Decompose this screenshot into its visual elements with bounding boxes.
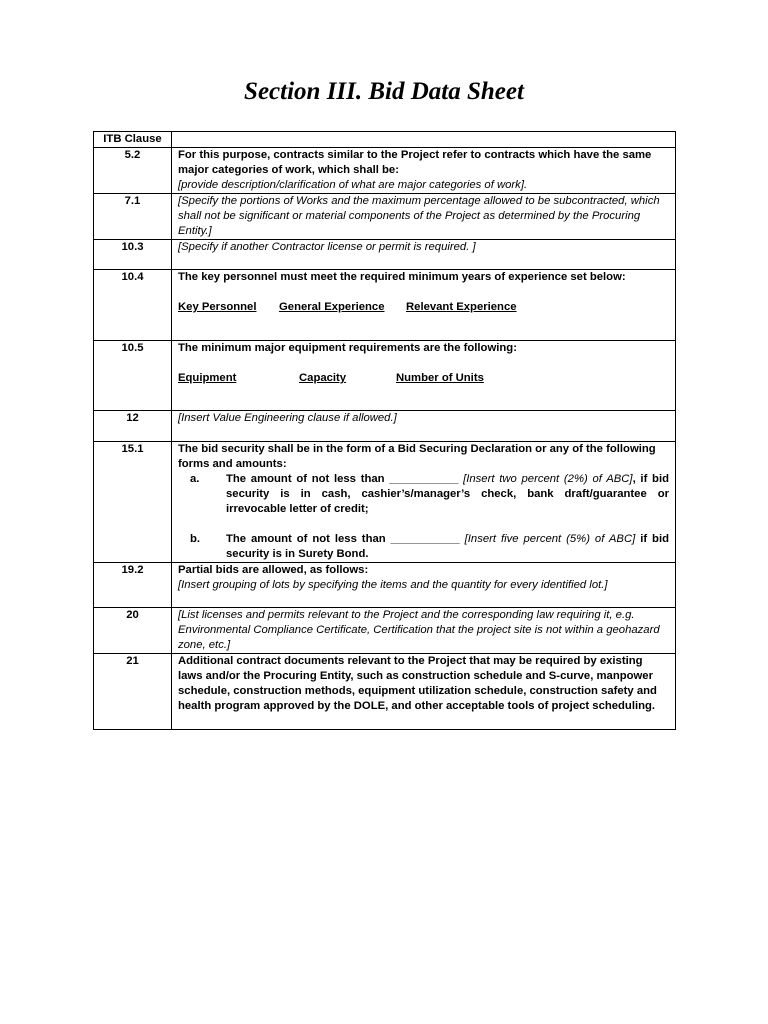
clause-number: 7.1 [94, 194, 172, 240]
clause-text: Additional contract documents relevant to the Project that may be required by existing laws and/or the Procuring Entity, such as construction schedule and S-curve, manpower schedule, construction methods, equipment utilization schedule, construction safety and health program approved by the DOLE, and other acceptable tools of project scheduling. [178, 655, 657, 712]
clause-content [172, 148, 676, 194]
list-instruction: [Insert two percent (2%) of ABC] [463, 473, 633, 485]
list-text: The amount of not less than ___________ [226, 473, 464, 485]
page-title: Section III. Bid Data Sheet [244, 78, 524, 105]
header-clause-cell: ITB Clause [94, 132, 172, 148]
table-row [94, 270, 676, 341]
heading-relevant-experience: Relevant Experience [406, 301, 517, 313]
heading-general-experience: General Experience [279, 301, 385, 313]
heading-key-personnel: Key Personnel [178, 301, 257, 313]
list-item [178, 532, 669, 562]
clause-content [172, 654, 676, 730]
table-row [94, 563, 676, 608]
heading-equipment: Equipment [178, 372, 237, 384]
clause-content [172, 194, 676, 240]
table-header-row [94, 132, 676, 148]
clause-instruction: [Insert Value Engineering clause if allowed.] [178, 412, 397, 424]
clause-number: 10.4 [94, 270, 172, 341]
clause-number: 5.2 [94, 148, 172, 194]
clause-content [172, 442, 676, 563]
clause-number: 21 [94, 654, 172, 730]
heading-capacity: Capacity [299, 372, 347, 384]
list-marker: b. [190, 533, 201, 545]
table-row [94, 341, 676, 411]
personnel-column-headings [178, 300, 669, 315]
clause-content [172, 270, 676, 341]
table-row [94, 608, 676, 654]
clause-content [172, 341, 676, 411]
clause-text: The bid security shall be in the form of a Bid Securing Declaration or any of the following forms and amounts: [178, 443, 656, 470]
list-instruction: [Insert five percent (5%) of ABC] [464, 533, 636, 545]
list-text: if bid security is in Surety Bond. [226, 533, 669, 560]
table-row [94, 442, 676, 563]
clause-content [172, 608, 676, 654]
header-blank-cell [172, 132, 676, 148]
clause-content [172, 240, 676, 270]
table-row [94, 240, 676, 270]
equipment-column-headings [178, 371, 669, 386]
clause-instruction: [List licenses and permits relevant to the Project and the corresponding law requiring it, e.g. Environmental Compliance Certificate, Certification that the project site is not within a geohazard zone, etc.] [178, 609, 660, 651]
list-text: The amount of not less than ___________ [226, 533, 465, 545]
clause-instruction: [Insert grouping of lots by specifying the items and the quantity for every identified lot.] [178, 579, 608, 591]
table-row [94, 194, 676, 240]
clause-instruction: [Specify the portions of Works and the maximum percentage allowed to be subcontracted, which shall not be significant or material components of the Project as determined by the Procuring Entity.] [178, 195, 660, 237]
clause-instruction: [Specify if another Contractor license or permit is required. ] [178, 241, 476, 253]
clause-number: 15.1 [94, 442, 172, 563]
clause-text: The minimum major equipment requirements are the following: [178, 342, 517, 354]
heading-number-of-units: Number of Units [396, 372, 484, 384]
list-text: , if bid security is in cash, cashier’s/manager’s check, bank draft/guarantee or irrevocable letter of credit; [226, 473, 669, 515]
clause-content [172, 411, 676, 442]
clause-number: 10.5 [94, 341, 172, 411]
clause-number: 12 [94, 411, 172, 442]
clause-instruction: [provide description/clarification of what are major categories of work]. [178, 179, 528, 191]
bid-data-table [93, 131, 676, 730]
table-row [94, 411, 676, 442]
list-item [178, 472, 669, 517]
clause-text: For this purpose, contracts similar to the Project refer to contracts which have the same major categories of work, which shall be: [178, 149, 652, 176]
clause-text: Partial bids are allowed, as follows: [178, 564, 369, 576]
clause-text: The key personnel must meet the required minimum years of experience set below: [178, 271, 626, 283]
table-row [94, 148, 676, 194]
clause-number: 20 [94, 608, 172, 654]
table-row [94, 654, 676, 730]
clause-content [172, 563, 676, 608]
list-marker: a. [190, 473, 200, 485]
clause-number: 10.3 [94, 240, 172, 270]
clause-number: 19.2 [94, 563, 172, 608]
